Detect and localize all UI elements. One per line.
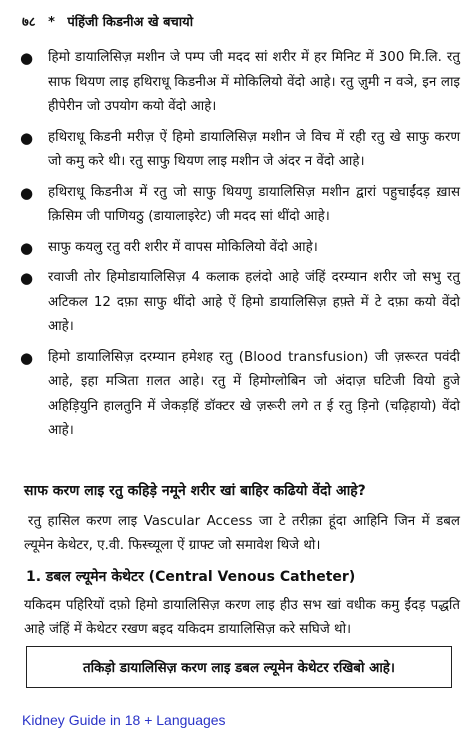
bullet-icon: ● (20, 49, 34, 67)
page-number: ७८ (22, 15, 36, 30)
bullet-item: ● हिमो डायालिसिज़ दरम्यान हमेशह रतु (Blood transfusion) जी ज़रूरत पवंदी आहे, इहा मञिता ग़लत आहे। रतु में हिमोग्लोबिन जो अंदाज़ घटिजी वियो हुजे अहिड़ियुनि हालतुनि में जेकड़हिं डॉक्टर खे ज़रूरी लगे त ई रतु ड़िनो (चढ़िहायो) वेंदो आहे। (14, 346, 460, 444)
bullet-icon: ● (20, 348, 34, 367)
question-heading: साफ करण लाइ रतु कहिड़े नमूने शरीर खां बाहिर कढियो वेंदो आहे? (24, 483, 366, 499)
catheter-paragraph: यकिदम पहिरियों दफ़ो हिमो डायालिसिज़ करण लाइ हीउ सभ खां वधीक कमु ईंदड़ पद्धति आहे जंहिं में केथेटर रखण बइद यकिदम डायालिसिज़ करे सघिजे थो। (24, 598, 460, 637)
section-title: 1. डबल ल्यूमेन केथेटर (Central Venous Catheter) (26, 569, 356, 585)
chapter-title: पंहिंजी किडनीअ खे बचायो (67, 15, 194, 30)
bullet-icon: ● (20, 238, 34, 257)
bullet-icon: ● (20, 128, 34, 147)
page-header (22, 12, 452, 30)
bullet-list (14, 46, 460, 450)
bullet-icon: ● (20, 183, 34, 202)
note-box (26, 646, 452, 688)
bullet-item: ● साफु कयलु रतु वरी शरीर में वापस मोकिलियो वेंदो आहे। (14, 236, 460, 261)
bullet-item: ● रवाजी तोर हिमोडायालिसिज़ 4 कलाक हलंदो आहे जंहिं दरम्यान शरीर जो सभु रतु अटिकल 12 दफ़ा साफु थींदो आहे ऐं हिमो डायालिसिज़ हफ़्ते में टे दफ़ा कयो वेंदो आहे। (14, 266, 460, 340)
bullet-item: ● हथिराधू किडनी मरीज़ ऐं हिमो डायालिसिज़ मशीन जे विच में रही रतु खे साफु करण जो कमु करे थी। रतु साफु थियण लाइ मशीन जे अंदर न वेंदो आहे। (14, 126, 460, 175)
bullet-icon: ● (20, 269, 34, 287)
header-star: * (48, 15, 55, 30)
vascular-access-paragraph: रतु हासिल करण लाइ Vascular Access जा टे तरीक़ा हूंदा आहिनि जिन में डबल ल्यूमेन केथेटर, ए.वी. फिस्च्यूला ऐं ग्राफ्ट जो समावेश थिजे थो। (24, 514, 460, 553)
footer-link[interactable]: Kidney Guide in 18 + Languages (22, 712, 226, 728)
bullet-item: ● हथिराधू किडनीअ में रतु जो साफु थियणु डायालिसिज़ मशीन द्वारां पहुचाईंदड़ ख़ास क़िसिम जी पाणियठु (डायालाइरेट) जी मदद सां थींदो आहे। (14, 181, 460, 230)
bullet-item: ● हिमो डायालिसिज़ मशीन जे पम्प जी मदद सां शरीर में हर मिनिट में 300 मि.लि. रतु साफ थियण लाइ हथिराधू किडनीअ में मोकिलियो वेंदो आहे। रतु ज़ुमी न वञे, इन लाइ हीपेरीन जो उपयोग कयो वेंदो आहे। (14, 46, 460, 120)
note-text: तकिड़ो डायालिसिज़ करण लाइ डबल ल्यूमेन केथेटर रखिबो आहे। (83, 661, 395, 676)
